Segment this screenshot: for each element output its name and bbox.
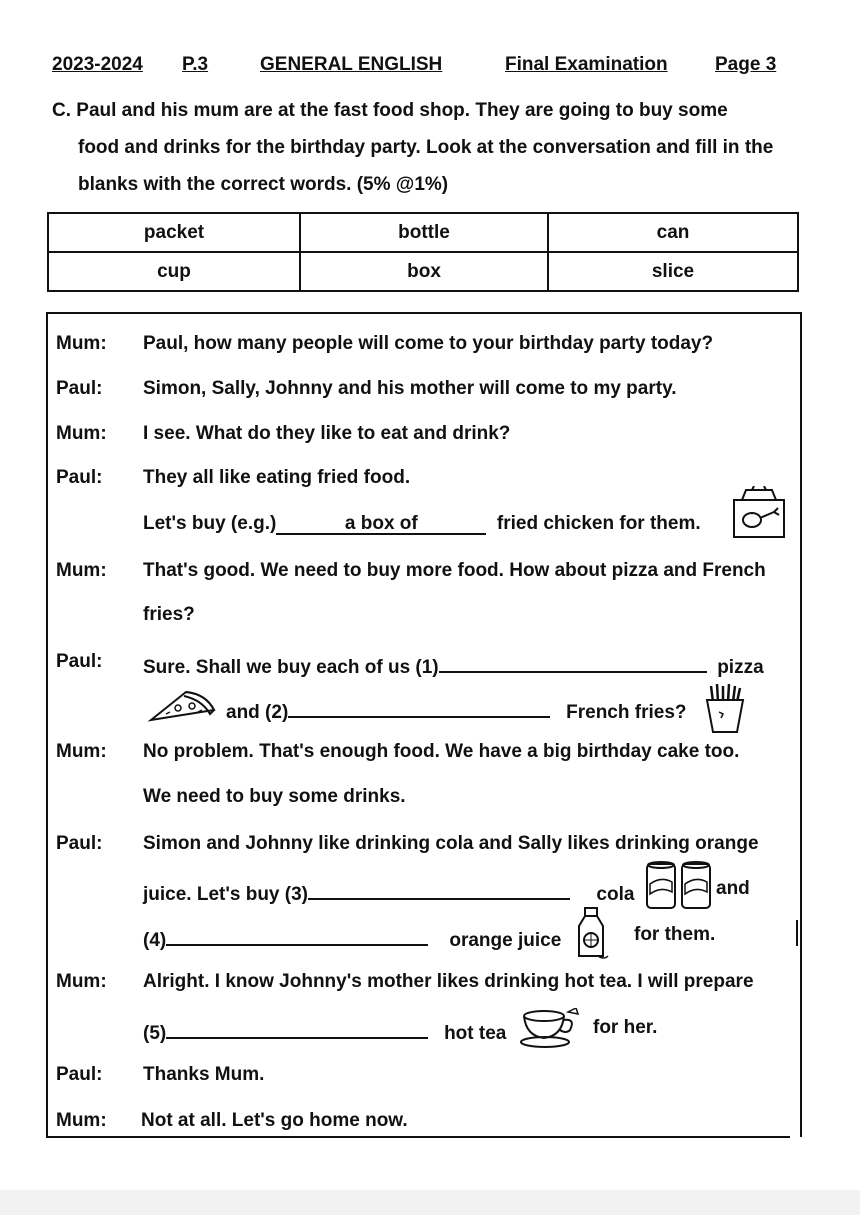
header-year: 2023-2024 (52, 54, 143, 75)
speaker-label: Mum: (56, 423, 107, 444)
word-bank-cell: cup (48, 252, 300, 291)
question-5-prompt: (5) (143, 1023, 167, 1044)
question-3-suffix: cola (596, 884, 635, 905)
speaker-label: Paul: (56, 1064, 103, 1085)
french-fries-icon (703, 684, 747, 734)
dialogue-line: fries? (143, 604, 195, 625)
word-bank-table (47, 212, 799, 292)
word-bank-cell: bottle (300, 213, 548, 252)
dialogue-line: No problem. That's enough food. We have a big birthday cake too. (143, 741, 740, 762)
dialogue-line (143, 1017, 506, 1045)
tea-cup-icon (518, 1008, 580, 1050)
dialogue-line: That's good. We need to buy more food. How about pizza and French (143, 560, 766, 581)
answer-blank-3[interactable] (308, 878, 570, 900)
speaker-label: Paul: (56, 651, 103, 672)
question-4-prompt: (4) (143, 930, 167, 951)
margin-mark (796, 920, 798, 946)
cola-cans-icon (644, 860, 714, 910)
word-bank-row (48, 213, 798, 252)
dialogue-line: Not at all. Let's go home now. (141, 1110, 408, 1131)
orange-juice-bottle-icon (574, 906, 610, 964)
dialogue-line (226, 696, 687, 724)
speaker-label: Mum: (56, 333, 107, 354)
word-bank-cell: slice (548, 252, 798, 291)
answer-blank-1[interactable] (439, 651, 707, 673)
question-4-suffix: orange juice (449, 930, 562, 951)
question-2-prompt: and (2) (226, 702, 289, 723)
question-3-and: and (716, 878, 750, 899)
pizza-slice-icon (148, 688, 218, 724)
question-5-end: for her. (593, 1017, 658, 1038)
question-3-prompt: juice. Let's buy (3) (143, 884, 308, 905)
speaker-label: Mum: (56, 560, 107, 581)
instruction-line-3: blanks with the correct words. (5% @1%) (78, 174, 449, 195)
dialogue-line: They all like eating fried food. (143, 467, 411, 488)
dialogue-line: Simon and Johnny like drinking cola and Sally likes drinking orange (143, 833, 759, 854)
dialogue-line: Alright. I know Johnny's mother likes drinking hot tea. I will prepare (143, 971, 754, 992)
page-bottom-strip (0, 1190, 860, 1215)
speaker-label: Mum: (56, 971, 107, 992)
dialogue-line: I see. What do they like to eat and drink? (143, 423, 511, 444)
word-bank-cell: box (300, 252, 548, 291)
question-1-prompt: Sure. Shall we buy each of us (1) (143, 657, 439, 678)
header-exam: Final Examination (505, 54, 668, 75)
dialogue-line: Thanks Mum. (143, 1064, 265, 1085)
header-page: Page 3 (715, 54, 777, 75)
speaker-label: Paul: (56, 833, 103, 854)
example-answer: a box of (276, 513, 486, 535)
question-5-suffix: hot tea (444, 1023, 507, 1044)
instruction-line-1: C. Paul and his mum are at the fast food shop. They are going to buy some (52, 100, 728, 121)
question-4-end: for them. (634, 924, 716, 945)
answer-blank-5[interactable] (166, 1017, 428, 1039)
dialogue-line: Paul, how many people will come to your birthday party today? (143, 333, 714, 354)
speaker-label: Paul: (56, 467, 103, 488)
conversation-bottom-rule (46, 1136, 790, 1138)
dialogue-line (143, 651, 764, 679)
word-bank-cell: packet (48, 213, 300, 252)
speaker-label: Mum: (56, 741, 107, 762)
speaker-label: Paul: (56, 378, 103, 399)
example-prefix: Let's buy (e.g.) (143, 513, 277, 534)
dialogue-line: Simon, Sally, Johnny and his mother will come to my party. (143, 378, 677, 399)
chicken-box-icon (732, 486, 786, 540)
word-bank-cell: can (548, 213, 798, 252)
word-bank-row (48, 252, 798, 291)
example-suffix: fried chicken for them. (496, 513, 701, 534)
dialogue-line (143, 878, 634, 906)
header-level: P.3 (182, 54, 209, 75)
instruction-line-2: food and drinks for the birthday party. Look at the conversation and fill in the (78, 137, 774, 158)
question-2-suffix: French fries? (566, 702, 687, 723)
header-subject: GENERAL ENGLISH (260, 54, 443, 75)
answer-blank-4[interactable] (166, 924, 428, 946)
question-1-suffix: pizza (717, 657, 764, 678)
dialogue-line: We need to buy some drinks. (143, 786, 406, 807)
answer-blank-2[interactable] (288, 696, 550, 718)
example-line (143, 513, 701, 535)
speaker-label: Mum: (56, 1110, 107, 1131)
dialogue-line (143, 924, 561, 952)
